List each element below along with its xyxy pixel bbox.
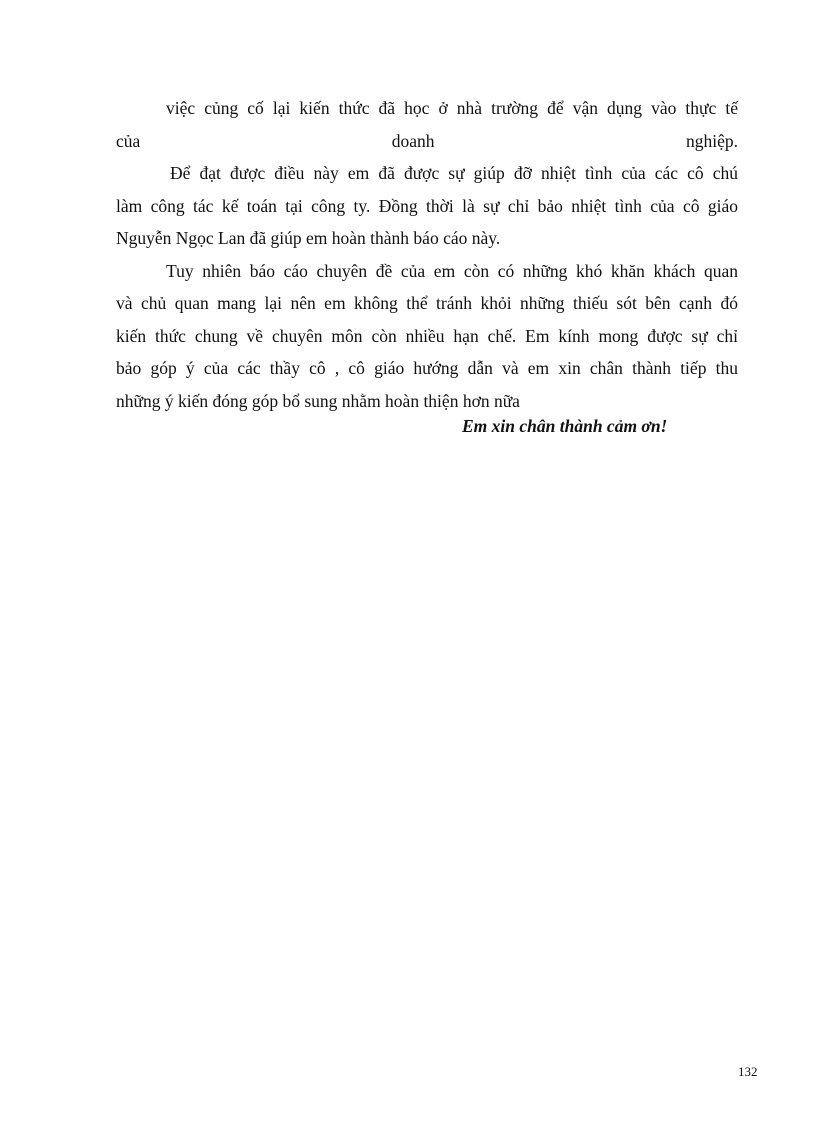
word: doanh [391,130,435,151]
page-number: 132 [738,1064,758,1079]
word: của [116,130,141,151]
word: nghiệp. [685,130,738,151]
paragraph-line: làm công tác kế toán tại công ty. Đồng thời là sự chỉ bảo nhiệt tình của cô giáo [116,195,738,216]
paragraph-line: Để đạt được điều này em đã được sự giúp đỡ nhiệt tình của các cô chú [170,163,738,183]
paragraph-line: và chủ quan mang lại nên em không thể tránh khỏi những thiếu sót bên cạnh đó [116,293,738,313]
paragraph-line: kiến thức chung về chuyên môn còn nhiều hạn chế. Em kính mong được sự chỉ [116,325,738,346]
paragraph-line: Tuy nhiên báo cáo chuyên đề của em còn có những khó khăn khách quan [166,260,738,281]
body-text [116,92,738,417]
paragraph-line-spread [116,125,738,158]
paragraph-line: Nguyễn Ngọc Lan đã giúp em hoàn thành báo cáo này. [116,228,501,248]
paragraph-line: việc củng cố lại kiến thức đã học ở nhà trường để vận dụng vào thực tế [166,98,738,118]
closing-remark: Em xin chân thành cảm ơn! [462,416,668,436]
paragraph-line: bảo góp ý của các thầy cô , cô giáo hướng dẫn và em xin chân thành tiếp thu [116,358,738,378]
paragraph-line: những ý kiến đóng góp bổ sung nhằm hoàn thiện hơn nữa [116,390,520,411]
